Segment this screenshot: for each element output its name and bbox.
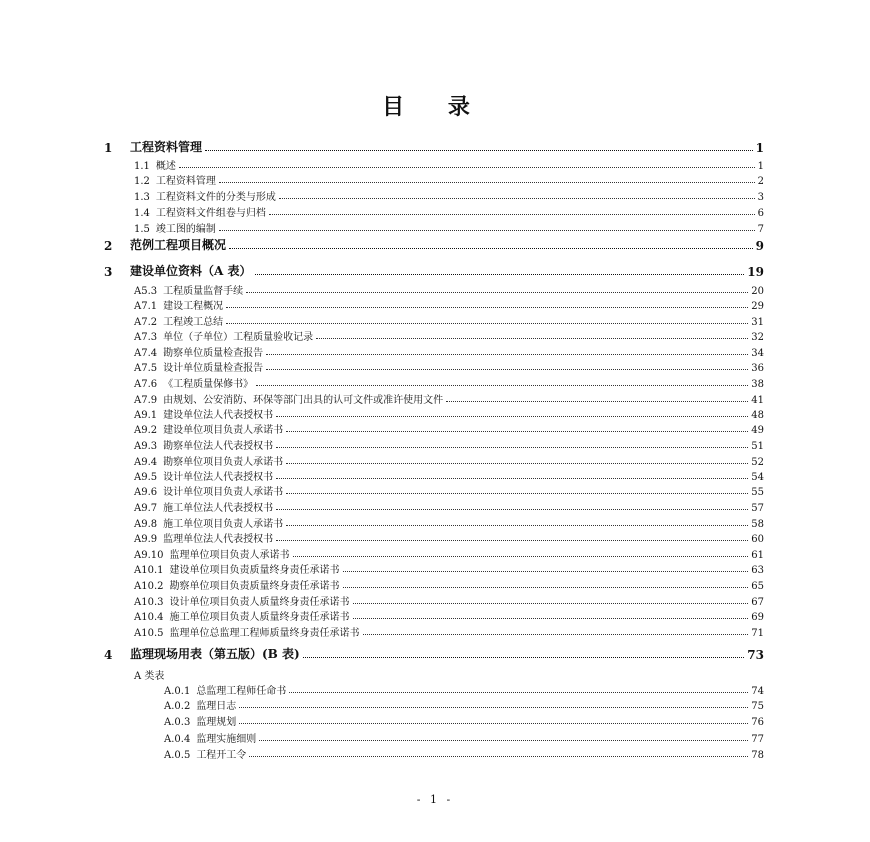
- toc-entry[interactable]: [104, 646, 764, 662]
- toc-entry-page: 77: [751, 734, 764, 745]
- toc-entry-page: 76: [751, 717, 764, 728]
- toc-entry[interactable]: [134, 173, 764, 187]
- toc-entry-page: 71: [751, 628, 764, 639]
- toc-entry-title: 监理规划: [196, 717, 237, 728]
- toc-entry-number: 3: [104, 265, 113, 279]
- toc-entry-page: 36: [751, 363, 764, 374]
- toc-entry-page: 55: [751, 487, 764, 498]
- toc-entry-title: 施工单位法人代表授权书: [163, 503, 274, 514]
- toc-entry-number: A10.3: [134, 597, 164, 608]
- dot-leader: [249, 756, 748, 757]
- toc-entry-title: 工程竣工总结: [163, 317, 224, 328]
- toc-entry-title: 工程质量监督手续: [163, 286, 244, 297]
- toc-entry-page: 2: [757, 176, 764, 187]
- toc-entry[interactable]: [134, 484, 764, 498]
- toc-entry-page: 67: [751, 597, 764, 608]
- toc-entry-title: 设计单位法人代表授权书: [163, 472, 274, 483]
- toc-entry[interactable]: [134, 407, 764, 421]
- toc-entry-page: 61: [751, 550, 764, 561]
- toc-entry-page: 58: [751, 519, 764, 530]
- toc-entry-page: 3: [757, 192, 764, 203]
- toc-entry-number: A9.2: [134, 425, 158, 436]
- toc-entry[interactable]: [134, 531, 764, 545]
- toc-entry-title: 监理单位总监理工程师质量终身责任承诺书: [169, 628, 360, 639]
- dot-leader: [239, 707, 748, 708]
- toc-entry-number: A9.10: [134, 550, 164, 561]
- dot-leader: [239, 723, 748, 724]
- toc-entry[interactable]: [134, 376, 764, 390]
- toc-entry[interactable]: [164, 683, 764, 697]
- toc-entry-number: A.0.3: [164, 717, 191, 728]
- toc-entry-number: A9.9: [134, 534, 158, 545]
- toc-entry-title: 《工程质量保修书》: [163, 379, 254, 390]
- toc-entry[interactable]: [134, 578, 764, 592]
- toc-entry-page: 9: [755, 239, 764, 253]
- toc-entry[interactable]: [164, 747, 764, 761]
- toc-entry-title: 监理现场用表（第五版）(B 表): [130, 647, 300, 661]
- toc-entry-title: 工程开工令: [196, 750, 247, 761]
- toc-entry-number: 4: [104, 648, 113, 662]
- dot-leader: [259, 740, 748, 741]
- toc-entry-title: 建设工程概况: [163, 301, 224, 312]
- toc-entry[interactable]: [134, 562, 764, 576]
- toc-entry-number: A10.4: [134, 612, 164, 623]
- toc-entry-page: 1: [755, 141, 764, 155]
- toc-entry[interactable]: [104, 263, 764, 279]
- toc-entry[interactable]: [134, 392, 764, 406]
- toc-entry-title: 设计单位项目负责人质量终身责任承诺书: [169, 597, 350, 608]
- toc-entry-title: 监理单位法人代表授权书: [163, 534, 274, 545]
- toc-entry-title: 工程资料文件的分类与形成: [155, 192, 276, 203]
- dot-leader: [226, 307, 748, 308]
- dot-leader: [276, 509, 748, 510]
- toc-entry-page: 78: [751, 750, 764, 761]
- toc-entry-title: 建设单位资料（A 表）: [130, 264, 252, 278]
- toc-entry-number: A9.7: [134, 503, 158, 514]
- toc-entry-page: 34: [751, 348, 764, 359]
- toc-entry[interactable]: [134, 158, 764, 172]
- toc-entry[interactable]: [134, 516, 764, 530]
- toc-entry-title: 工程资料管理: [155, 176, 216, 187]
- toc-entry[interactable]: [134, 625, 764, 639]
- toc-entry[interactable]: [134, 205, 764, 219]
- dot-leader: [205, 150, 753, 151]
- toc-entry-page: 54: [751, 472, 764, 483]
- toc-entry-title: 总监理工程师任命书: [196, 686, 287, 697]
- toc-entry[interactable]: [134, 422, 764, 436]
- toc-entry-title: 施工单位项目负责人承诺书: [163, 519, 284, 530]
- toc-entry[interactable]: [134, 345, 764, 359]
- toc-entry[interactable]: [134, 189, 764, 203]
- toc-entry-title: 监理日志: [196, 701, 237, 712]
- toc-entry-title: 勘察单位项目负责质量终身责任承诺书: [169, 581, 340, 592]
- toc-entry[interactable]: [104, 237, 764, 253]
- toc-entry[interactable]: [134, 314, 764, 328]
- toc-entry-page: 6: [757, 208, 764, 219]
- toc-entry[interactable]: [104, 139, 764, 155]
- toc-entry-number: A.0.4: [164, 734, 191, 745]
- toc-entry-number: A7.9: [134, 395, 158, 406]
- toc-entry-number: A10.1: [134, 565, 164, 576]
- toc-entry-number: A9.1: [134, 410, 158, 421]
- toc-entry-title: 施工单位项目负责人质量终身责任承诺书: [169, 612, 350, 623]
- dot-leader: [303, 657, 745, 658]
- dot-leader: [266, 354, 748, 355]
- dot-leader: [276, 447, 748, 448]
- toc-entry-page: 57: [751, 503, 764, 514]
- toc-entry-number: A7.1: [134, 301, 158, 312]
- toc-entry-number: 1.4: [134, 208, 150, 219]
- dot-leader: [316, 338, 748, 339]
- toc-entry-number: A9.4: [134, 457, 158, 468]
- toc-entry-page: 51: [751, 441, 764, 452]
- toc-entry[interactable]: [134, 594, 764, 608]
- toc-entry-title: 监理实施细则: [196, 734, 257, 745]
- page-title: 目 录: [382, 94, 488, 120]
- toc-entry[interactable]: [134, 283, 764, 297]
- toc-entry-page: 32: [751, 332, 764, 343]
- toc-entry-title: 勘察单位项目负责人承诺书: [163, 457, 284, 468]
- dot-leader: [286, 431, 748, 432]
- toc-entry-title: 建设单位项目负责质量终身责任承诺书: [169, 565, 340, 576]
- toc-entry-page: 52: [751, 457, 764, 468]
- dot-leader: [446, 401, 748, 402]
- dot-leader: [286, 493, 748, 494]
- toc-entry-page: 60: [751, 534, 764, 545]
- toc-entry-page: 29: [751, 301, 764, 312]
- toc-entry-title: 工程资料文件组卷与归档: [155, 208, 266, 219]
- toc-entry[interactable]: [134, 221, 764, 235]
- dot-leader: [179, 167, 755, 168]
- toc-entry[interactable]: [134, 454, 764, 468]
- dot-leader: [353, 618, 749, 619]
- toc-entry-page: 38: [751, 379, 764, 390]
- toc-entry-page: 75: [751, 701, 764, 712]
- toc-entry-page: 48: [751, 410, 764, 421]
- dot-leader: [256, 385, 748, 386]
- dot-leader: [353, 603, 749, 604]
- toc-entry-page: 7: [757, 224, 764, 235]
- toc-entry-title: 由规划、公安消防、环保等部门出具的认可文件或准许使用文件: [163, 395, 444, 406]
- toc-entry-page: 19: [747, 265, 764, 279]
- toc-entry-title: 竣工图的编制: [155, 224, 216, 235]
- toc-entry-page: 20: [751, 286, 764, 297]
- toc-entry-number: A.0.2: [164, 701, 191, 712]
- toc-entry-number: A7.2: [134, 317, 158, 328]
- toc-entry-number: 1.3: [134, 192, 150, 203]
- toc-entry-title: 监理单位项目负责人承诺书: [169, 550, 290, 561]
- dot-leader: [286, 525, 748, 526]
- toc-entry-number: A7.6: [134, 379, 158, 390]
- toc-entry-page: 74: [751, 686, 764, 697]
- toc-entry-number: A10.2: [134, 581, 164, 592]
- toc-entry-number: A7.5: [134, 363, 158, 374]
- toc-entry[interactable]: [134, 329, 764, 343]
- dot-leader: [255, 274, 745, 275]
- toc-entry-number: A9.5: [134, 472, 158, 483]
- toc-entry-number: A9.8: [134, 519, 158, 530]
- toc-entry-title: 建设单位法人代表授权书: [163, 410, 274, 421]
- toc-entry-page: 1: [757, 161, 764, 172]
- toc-entry-number: 1.2: [134, 176, 150, 187]
- toc-entry[interactable]: [134, 469, 764, 483]
- dot-leader: [279, 198, 755, 199]
- toc-entry-page: 41: [751, 395, 764, 406]
- toc-entry-number: A9.3: [134, 441, 158, 452]
- dot-leader: [269, 214, 755, 215]
- group-label-a: A 类表: [134, 671, 165, 682]
- dot-leader: [276, 416, 748, 417]
- dot-leader: [276, 478, 748, 479]
- toc-entry[interactable]: [134, 298, 764, 312]
- toc-entry-page: 69: [751, 612, 764, 623]
- toc-entry-page: 31: [751, 317, 764, 328]
- dot-leader: [289, 692, 748, 693]
- toc-entry-number: A7.4: [134, 348, 158, 359]
- toc-entry-title: 勘察单位法人代表授权书: [163, 441, 274, 452]
- toc-entry-page: 63: [751, 565, 764, 576]
- dot-leader: [266, 369, 748, 370]
- toc-entry[interactable]: [164, 731, 764, 745]
- toc-entry-title: 单位（子单位）工程质量验收记录: [163, 332, 314, 343]
- toc-entry[interactable]: [134, 360, 764, 374]
- toc-entry[interactable]: [164, 698, 764, 712]
- toc-entry-page: 49: [751, 425, 764, 436]
- dot-leader: [343, 587, 749, 588]
- toc-entry-number: A7.3: [134, 332, 158, 343]
- toc-entry-page: 73: [747, 648, 764, 662]
- dot-leader: [219, 230, 755, 231]
- dot-leader: [293, 556, 749, 557]
- dot-leader: [219, 182, 755, 183]
- toc-entry-title: 建设单位项目负责人承诺书: [163, 425, 284, 436]
- toc-entry-number: A9.6: [134, 487, 158, 498]
- toc-entry-title: 概述: [155, 161, 176, 172]
- toc-entry-number: 1: [104, 141, 113, 155]
- toc-entry-title: 设计单位项目负责人承诺书: [163, 487, 284, 498]
- toc-entry-title: 范例工程项目概况: [130, 238, 227, 252]
- toc-entry-title: 勘察单位质量检查报告: [163, 348, 264, 359]
- toc-entry[interactable]: [134, 500, 764, 514]
- toc-entry-number: A.0.5: [164, 750, 191, 761]
- toc-entry-title: 工程资料管理: [130, 140, 203, 154]
- dot-leader: [286, 463, 748, 464]
- dot-leader: [363, 634, 749, 635]
- dot-leader: [343, 571, 749, 572]
- dot-leader: [226, 323, 748, 324]
- dot-leader: [246, 292, 748, 293]
- dot-leader: [229, 248, 753, 249]
- toc-entry-title: 设计单位质量检查报告: [163, 363, 264, 374]
- toc-entry-number: A5.3: [134, 286, 158, 297]
- toc-entry[interactable]: [134, 547, 764, 561]
- toc-entry[interactable]: [134, 438, 764, 452]
- dot-leader: [276, 540, 748, 541]
- toc-entry[interactable]: [134, 609, 764, 623]
- toc-entry-page: 65: [751, 581, 764, 592]
- page-number-footer: - 1 -: [416, 793, 454, 806]
- toc-entry-number: 1.1: [134, 161, 150, 172]
- toc-entry-number: A10.5: [134, 628, 164, 639]
- toc-entry[interactable]: [164, 714, 764, 728]
- toc-entry-number: 1.5: [134, 224, 150, 235]
- toc-entry-number: A.0.1: [164, 686, 191, 697]
- toc-entry-number: 2: [104, 239, 113, 253]
